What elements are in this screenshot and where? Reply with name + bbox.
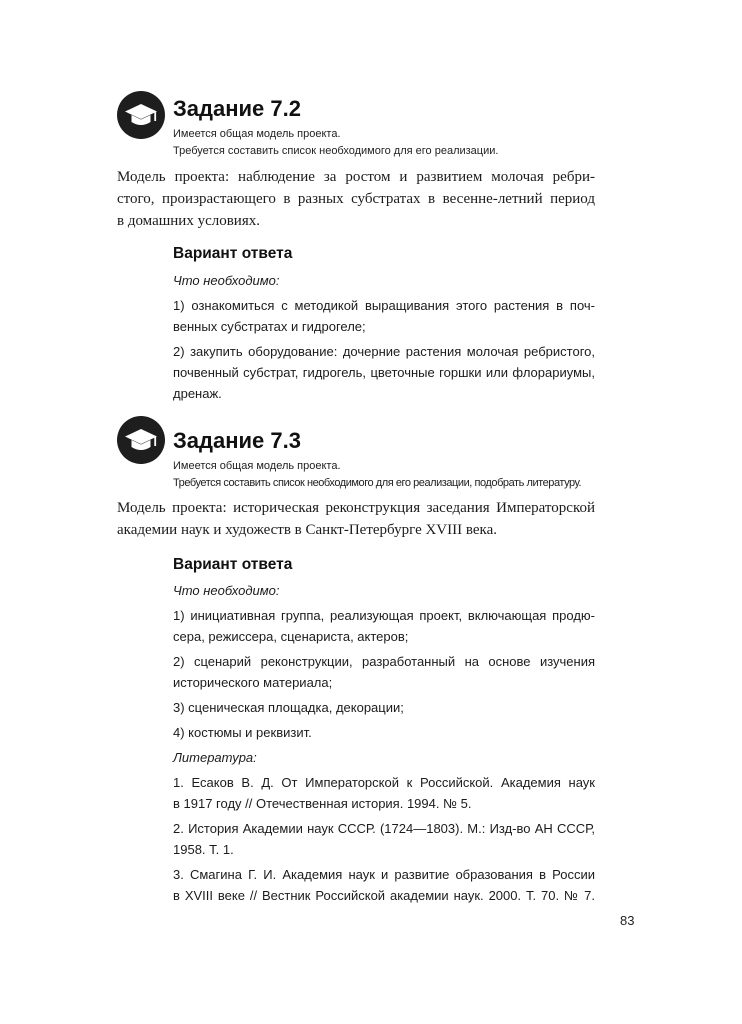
subtitle-line: Имеется общая модель проекта. xyxy=(173,128,341,140)
list-item-line: 3) сценическая площадка, декорации; xyxy=(173,700,404,715)
task-title: Задание 7.3 xyxy=(173,428,301,453)
list-item-line: венных субстратах и гидрогеле; xyxy=(173,319,366,334)
project-model-text xyxy=(117,497,595,541)
list-item-line: 4) костюмы и реквизит. xyxy=(173,725,312,740)
needed-label: Что необходимо: xyxy=(173,583,280,598)
page-number: 83 xyxy=(620,913,635,928)
task-title: Задание 7.2 xyxy=(173,96,301,121)
subtitle-line: Требуется составить список необходимого для его реализации. xyxy=(173,145,499,157)
needed-label: Что необходимо: xyxy=(173,273,280,288)
reference-line: в 1917 году // Отечественная история. 1994. № 5. xyxy=(173,796,472,811)
list-item-line: почвенный субстрат, гидрогель, цветочные горшки или флорариумы, xyxy=(173,365,595,380)
subtitle-line: Имеется общая модель проекта. xyxy=(173,460,341,472)
model-line: Модель проекта: наблюдение за ростом и развитием молочая ребри- xyxy=(117,169,595,185)
reference-line: в XVIII веке // Вестник Российской академии наук. 2000. Т. 70. № 7. xyxy=(173,888,595,903)
reference-line: 1. Есаков В. Д. От Императорской к Российской. Академия наук xyxy=(173,775,595,790)
task-subtitle xyxy=(173,458,581,492)
literature-label: Литература: xyxy=(173,750,257,765)
graduation-cap-icon xyxy=(117,416,165,464)
graduation-cap-icon xyxy=(117,91,165,139)
project-model-text xyxy=(117,166,595,232)
list-item-line: дренаж. xyxy=(173,386,222,401)
reference-line: 2. История Академии наук СССР. (1724—1803). М.: Изд-во АН СССР, xyxy=(173,821,595,836)
list-item-line: 2) сценарий реконструкции, разработанный на основе изучения xyxy=(173,654,595,669)
reference-line: 1958. Т. 1. xyxy=(173,842,234,857)
model-line: академии наук и художеств в Санкт-Петербурге XVIII века. xyxy=(117,522,497,538)
list-item-line: 1) ознакомиться с методикой выращивания этого растения в поч- xyxy=(173,298,595,313)
list-item-line: сера, режиссера, сценариста, актеров; xyxy=(173,629,409,644)
answer-body xyxy=(173,580,595,906)
task-subtitle xyxy=(173,126,498,160)
answer-heading: Вариант ответа xyxy=(173,245,293,262)
model-line: стого, произрастающего в разных субстратах в весенне-летний период xyxy=(117,191,595,207)
subtitle-line: Требуется составить список необходимого для его реализации, подобрать литературу. xyxy=(173,477,582,489)
answer-body xyxy=(173,270,595,404)
model-line: Модель проекта: историческая реконструкция заседания Императорской xyxy=(117,500,595,516)
reference-line: 3. Смагина Г. И. Академия наук и развитие образования в России xyxy=(173,867,595,882)
model-line: в домашних условиях. xyxy=(117,213,260,229)
answer-heading: Вариант ответа xyxy=(173,556,293,573)
list-item-line: исторического материала; xyxy=(173,675,333,690)
list-item-line: 1) инициативная группа, реализующая проект, включающая продю- xyxy=(173,608,595,623)
list-item-line: 2) закупить оборудование: дочерние растения молочая ребристого, xyxy=(173,344,595,359)
